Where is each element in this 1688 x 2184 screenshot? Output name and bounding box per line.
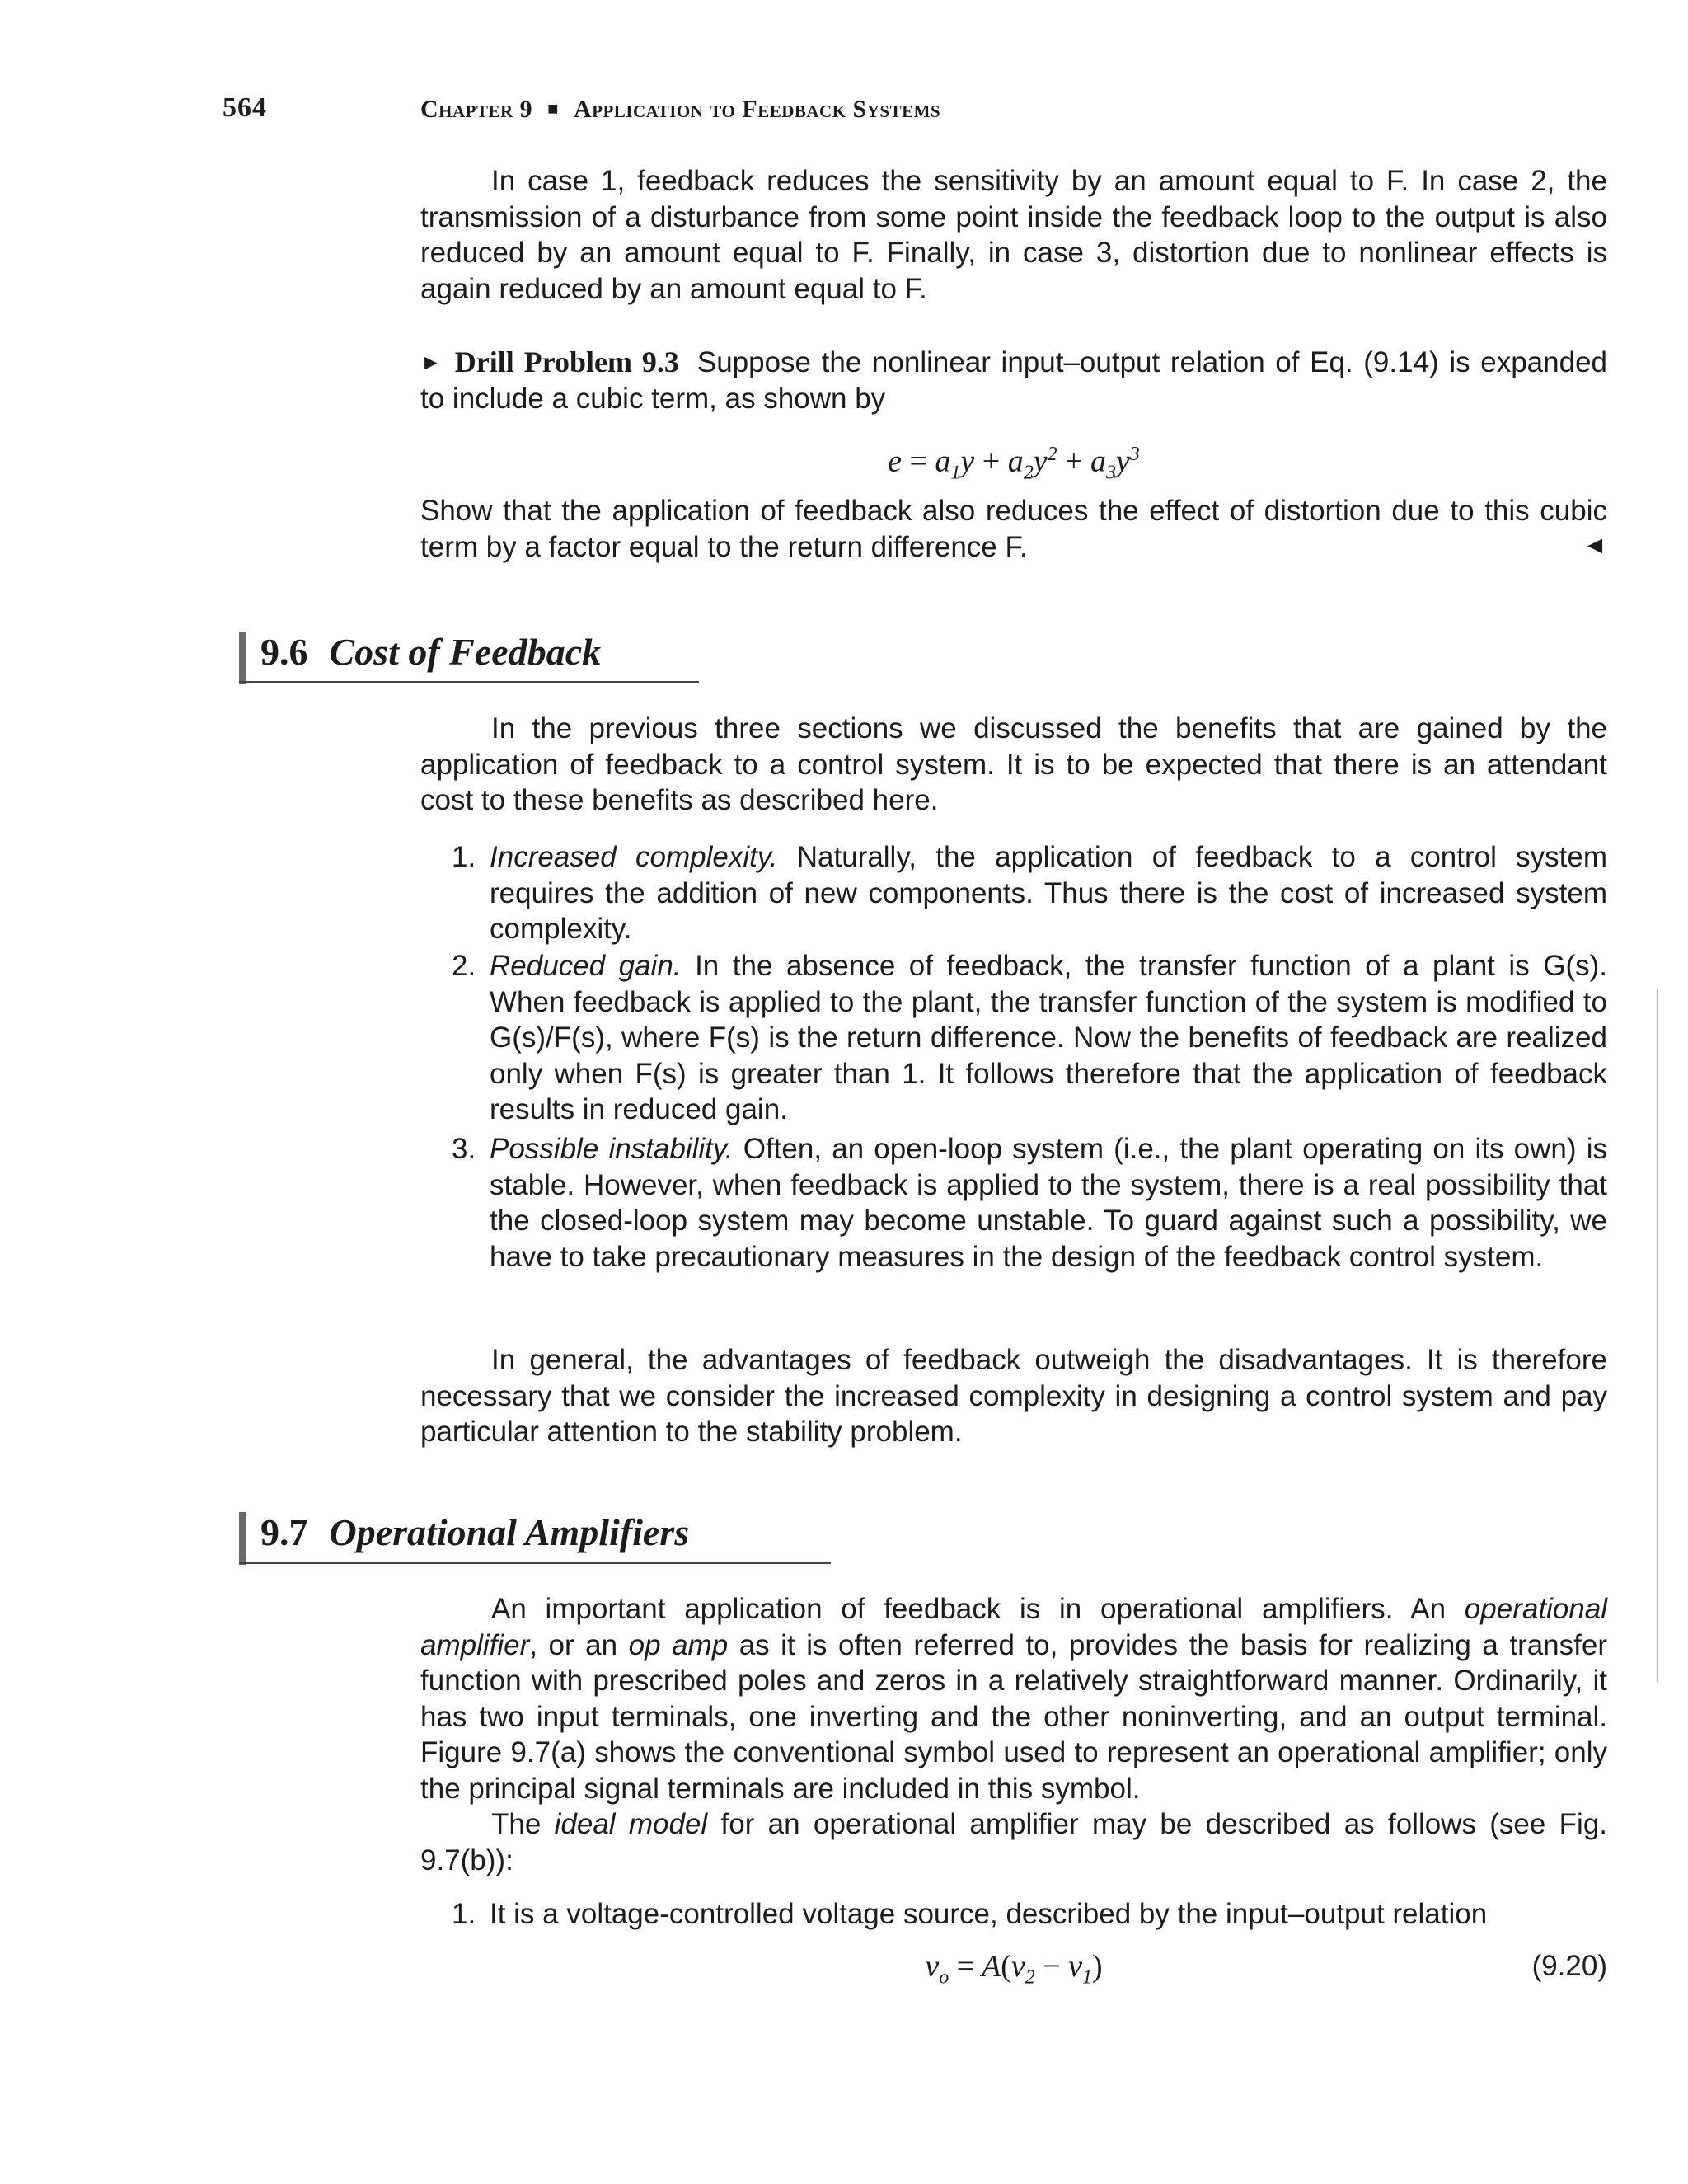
section-9-6-conclusion: In general, the advantages of feedback outweigh the disadvantages. It is therefore necessary that we consider the increased complexity in designing a control system and pay particular attention to the stability problem.	[420, 1344, 1607, 1448]
cubic-equation	[420, 435, 1607, 491]
para-emphasis: operational amplifier	[420, 1593, 1607, 1661]
eq-plus-2: +	[1065, 444, 1083, 479]
eq-output-var: v	[925, 1949, 940, 1984]
para-text: , or an	[529, 1628, 629, 1661]
chapter-title: Application to Feedback Systems	[573, 96, 941, 123]
eq-term3-sup: 3	[1129, 444, 1140, 465]
intro-paragraph: In case 1, feedback reduces the sensitivity by an amount equal to F. In case 2, the transmission of a disturbance from some point inside the feedback loop to the output is also reduced by an amount equal to F. Finally, in case 3, distortion due to nonlinear effects is again reduced by an amount equal to F.	[420, 165, 1607, 305]
eq-term3-coef: a	[1090, 444, 1107, 479]
eq-v1-sub: 1	[1082, 1966, 1093, 1989]
equation-9-20	[420, 1947, 1607, 1997]
equation-number: (9.20)	[1531, 1950, 1607, 1982]
section-title-text: Cost of Feedback	[329, 631, 602, 673]
para-emphasis: op amp	[628, 1628, 729, 1661]
eq-gain: A	[981, 1949, 1001, 1984]
section-bar	[239, 632, 246, 684]
chapter-number: Chapter 9	[420, 96, 533, 123]
list-item-lead: Reduced gain.	[490, 950, 682, 982]
eq-term3-var: y	[1116, 444, 1130, 479]
chapter-heading	[420, 96, 940, 124]
drill-problem-text: Suppose the nonlinear input–output relation of Eq. (9.14) is expanded to include a cubic term, as shown by	[420, 346, 1607, 415]
eq-equals: =	[909, 444, 927, 479]
eq-term1-var: y	[960, 444, 975, 479]
triangle-left-icon: ◄	[1582, 531, 1607, 559]
eq-paren-open: (	[1001, 1949, 1011, 1984]
list-item-text: It is a voltage-controlled voltage source, described by the input–output relation	[490, 1898, 1488, 1930]
para-emphasis: ideal model	[554, 1808, 708, 1840]
para-text: The	[491, 1808, 555, 1840]
section-underline	[239, 1562, 831, 1564]
eq-term1-coef: a	[935, 444, 951, 479]
list-item-body	[490, 948, 1607, 1128]
section-9-6-intro: In the previous three sections we discussed the benefits that are gained by the application of feedback to a control system. It is to be expected that there is an attendant cost to these benefits as described here.	[420, 712, 1607, 816]
square-bullet-icon: ■	[547, 98, 559, 119]
section-underline	[239, 681, 699, 683]
list-item-body	[490, 1131, 1607, 1275]
para-text: for an operational amplifier may be described as follows (see Fig. 9.7(b)):	[420, 1808, 1608, 1876]
eq-lhs: e	[888, 444, 902, 479]
triangle-right-icon: ►	[420, 350, 442, 374]
section-9-7-paragraph-1	[420, 1591, 1607, 1806]
list-item-number: 1.	[452, 1898, 476, 1930]
list-item-lead: Increased complexity.	[490, 841, 778, 873]
eq-term2-coef: a	[1007, 444, 1024, 479]
drill-problem-closing	[420, 493, 1607, 565]
drill-problem-title: Drill Problem 9.3	[454, 345, 679, 378]
eq-term2-var: y	[1033, 444, 1048, 479]
eq-equals: =	[956, 1949, 975, 1984]
eq-paren-close: )	[1092, 1949, 1103, 1984]
para-text: as it is often referred to, provides the basis for realizing a transfer function with prescribed poles and zeros in a relatively straightforward manner. Ordinarily, it has two input terminals, one inverting and the other noninverting, and an output terminal. Figure 9.7(a) shows the conventional symbol used to represent an operational amplifier; only the principal signal terminals are included in this symbol.	[420, 1628, 1607, 1805]
list-item-number: 2.	[452, 950, 476, 982]
list-item-text: In the absence of feedback, the transfer function of a plant is G(s). When feedback is applied to the plant, the transfer function of the system is modified to G(s)/F(s), where F(s) is the return difference. Now the benefits of feedback are realized only when F(s) is greater than 1. It follows therefore that the application of feedback results in reduced gain.	[490, 950, 1607, 1125]
eq-v2-sub: 2	[1025, 1966, 1035, 1989]
scan-edge-line	[1657, 989, 1658, 1682]
eq-term3-sub: 3	[1106, 462, 1117, 484]
eq-v2: v	[1010, 1949, 1025, 1984]
list-item-text: Naturally, the application of feedback to a control system requires the addition of new components. Thus there is the cost of increased system complexity.	[490, 841, 1607, 945]
drill-closing-text: Show that the application of feedback also reduces the effect of distortion due to this cubic term by a factor equal to the return difference F.	[420, 495, 1607, 563]
drill-problem	[420, 345, 1607, 416]
list-item-number: 1.	[452, 841, 476, 873]
section-number: 9.6	[260, 631, 308, 673]
section-9-7-paragraph-2	[420, 1806, 1607, 1878]
list-item-body	[490, 839, 1607, 947]
section-title-text: Operational Amplifiers	[329, 1511, 690, 1553]
page-number: 564	[223, 92, 267, 123]
section-bar	[239, 1512, 246, 1565]
section-number: 9.7	[260, 1511, 308, 1553]
section-title	[260, 628, 601, 676]
section-title	[260, 1509, 689, 1557]
running-head	[0, 92, 1688, 125]
eq-term1-sub: 1	[950, 462, 961, 484]
eq-term2-sub: 2	[1023, 462, 1034, 484]
list-item-lead: Possible instability.	[490, 1133, 734, 1165]
eq-v1: v	[1068, 1949, 1083, 1984]
eq-term2-sup: 2	[1047, 444, 1057, 465]
list-item-text: Often, an open-loop system (i.e., the plant operating on its own) is stable. However, when feedback is applied to the system, there is a real possibility that the closed-loop system may become unstable. To guard against such a possibility, we have to take precautionary measures in the design of the feedback control system.	[490, 1133, 1607, 1273]
eq-output-sub: o	[939, 1966, 950, 1989]
para-text: An important application of feedback is in operational amplifiers. An	[491, 1593, 1465, 1625]
eq-minus: −	[1043, 1949, 1061, 1984]
list-item-number: 3.	[452, 1133, 476, 1165]
eq-plus-1: +	[982, 444, 1001, 479]
